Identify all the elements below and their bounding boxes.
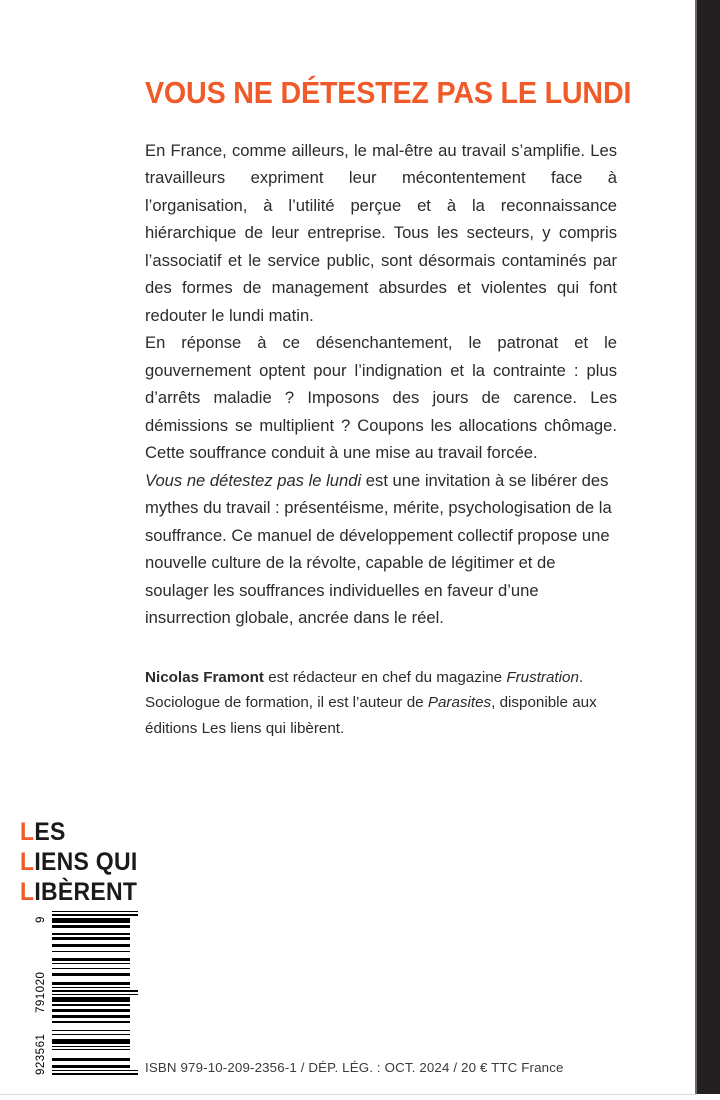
publisher-logo-line-2-rest: IENS QUI <box>34 848 138 876</box>
barcode-digits <box>34 905 50 1077</box>
barcode-group-2: 923561 <box>35 1033 47 1075</box>
blurb-italic-title: Vous ne détestez pas le lundi <box>145 470 362 490</box>
book-title: VOUS NE DÉTESTEZ PAS LE LUNDI <box>145 76 632 110</box>
publisher-logo-line-1-rest: ES <box>34 818 66 846</box>
barcode-group-1: 791020 <box>35 971 47 1013</box>
bio-part-1: est rédacteur en chef du magazine <box>264 668 507 686</box>
cover-text-column <box>145 76 632 741</box>
isbn-barcode <box>34 905 138 1077</box>
blurb-paragraph-3 <box>145 467 617 632</box>
publisher-logo <box>20 817 138 907</box>
blurb <box>145 137 617 632</box>
bio-part-2: . Sociologue de formation, il est l’auteur de <box>145 668 584 711</box>
magazine-name: Frustration <box>506 668 579 686</box>
blurb-paragraph-3-rest: est une invitation à se libérer des mythes du travail : présentéisme, mérite, psychologisation de la souffrance. Ce manuel de développement collectif propose une nouvelle culture de la révolte, capable de légitimer et de soulager les souffrances individuelles en faveur d’une insurrection globale, ancrée dans le réel. <box>145 470 612 627</box>
barcode-bars <box>52 911 138 1075</box>
publisher-logo-line-2-lead: L <box>20 848 35 876</box>
isbn-footer-line: ISBN 979-10-209-2356-1 / DÉP. LÉG. : OCT. 2024 / 20 € TTC France <box>145 1060 564 1075</box>
publisher-logo-line-2 <box>20 847 138 877</box>
bio-part-3: , disponible aux éditions Les liens qui libèrent. <box>145 694 597 737</box>
author-bio <box>145 665 617 742</box>
author-name: Nicolas Framont <box>145 668 264 686</box>
publisher-logo-line-3 <box>20 877 138 907</box>
publisher-logo-line-1 <box>20 817 138 847</box>
blurb-paragraph-1: En France, comme ailleurs, le mal-être au travail s’amplifie. Les travailleurs expriment leur mécontentement face à l’organisation, à l’utilité perçue et à la reconnaissance hiérarchique de leur entreprise. Tous les secteurs, y compris l’associatif et le service public, sont désormais contaminés par des formes de management absurdes et violentes qui font redouter le lundi matin. <box>145 140 617 325</box>
blurb-paragraph-2: En réponse à ce désenchantement, le patronat et le gouvernement optent pour l’indignation et la contrainte : plus d’arrêts maladie ? Imposons des jours de carence. Les démissions se multiplient ? Coupons les allocations chômage. Cette souffrance conduit à une mise au travail forcée. <box>145 333 617 462</box>
barcode-lead-digit: 9 <box>35 916 47 923</box>
publisher-logo-line-3-rest: IBÈRENT <box>34 878 138 906</box>
publisher-logo-line-3-lead: L <box>20 878 35 906</box>
book-spine-edge <box>697 0 720 1094</box>
bottom-rule <box>0 1094 697 1095</box>
previous-book-title: Parasites <box>427 694 492 711</box>
publisher-logo-line-1-lead: L <box>20 818 35 846</box>
